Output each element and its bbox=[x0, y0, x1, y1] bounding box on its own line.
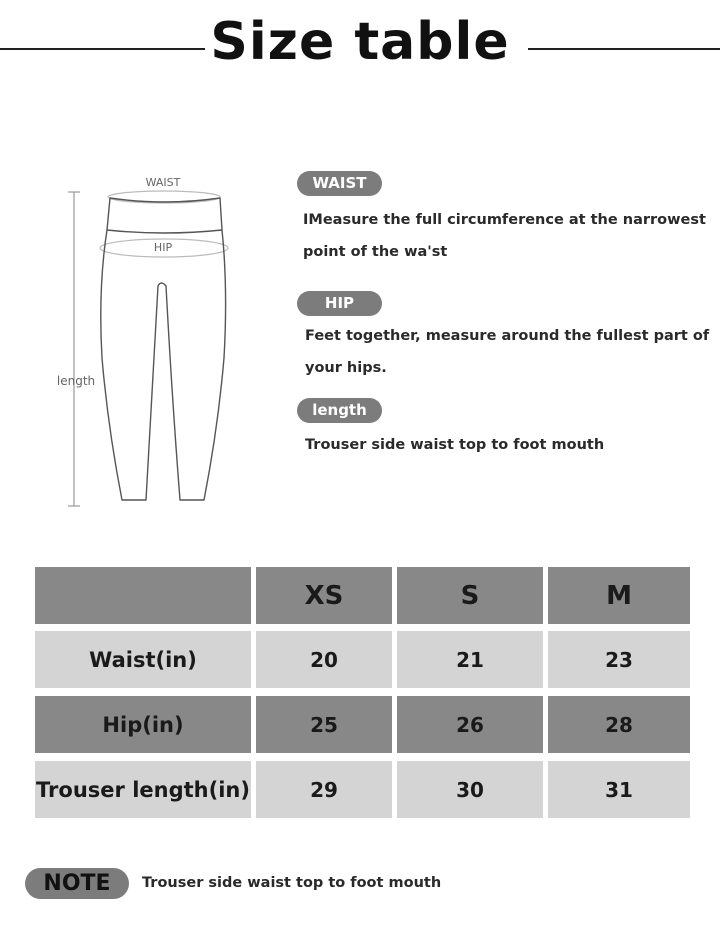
table-cell-length-xs: 29 bbox=[256, 761, 392, 818]
table-row-label-trouser-length: Trouser length(in) bbox=[35, 761, 251, 818]
table-header-xs: XS bbox=[256, 567, 392, 624]
table-cell-length-s: 30 bbox=[397, 761, 543, 818]
diagram-hip-label: HIP bbox=[153, 241, 173, 254]
table-header-m: M bbox=[548, 567, 690, 624]
table-cell-waist-m: 23 bbox=[548, 631, 690, 688]
hip-tag: HIP bbox=[297, 291, 382, 316]
hip-description-line-2: your hips. bbox=[305, 360, 387, 376]
table-header-s: S bbox=[397, 567, 543, 624]
leggings-diagram bbox=[40, 168, 260, 518]
table-row-label-waist: Waist(in) bbox=[35, 631, 251, 688]
diagram-waist-label: WAIST bbox=[145, 176, 181, 189]
table-cell-waist-s: 21 bbox=[397, 631, 543, 688]
page-title: Size table bbox=[210, 12, 510, 72]
length-tag: length bbox=[297, 398, 382, 423]
note-tag: NOTE bbox=[25, 868, 129, 899]
length-description-line-1: Trouser side waist top to foot mouth bbox=[305, 437, 605, 453]
hip-description-line-1: Feet together, measure around the fullest part of bbox=[305, 328, 710, 344]
table-row-label-hip: Hip(in) bbox=[35, 696, 251, 753]
length-measure-line bbox=[68, 192, 80, 506]
table-cell-hip-m: 28 bbox=[548, 696, 690, 753]
table-cell-waist-xs: 20 bbox=[256, 631, 392, 688]
diagram-length-label: length bbox=[56, 374, 96, 388]
table-header-empty bbox=[35, 567, 251, 624]
waist-tag: WAIST bbox=[297, 171, 382, 196]
waist-description-line-2: point of the wa'st bbox=[303, 244, 448, 260]
note-text: Trouser side waist top to foot mouth bbox=[142, 875, 442, 891]
table-cell-hip-s: 26 bbox=[397, 696, 543, 753]
waist-measure-ellipse bbox=[108, 191, 220, 203]
table-cell-hip-xs: 25 bbox=[256, 696, 392, 753]
waist-description-line-1: IMeasure the full circumference at the narrowest bbox=[303, 212, 706, 228]
table-cell-length-m: 31 bbox=[548, 761, 690, 818]
